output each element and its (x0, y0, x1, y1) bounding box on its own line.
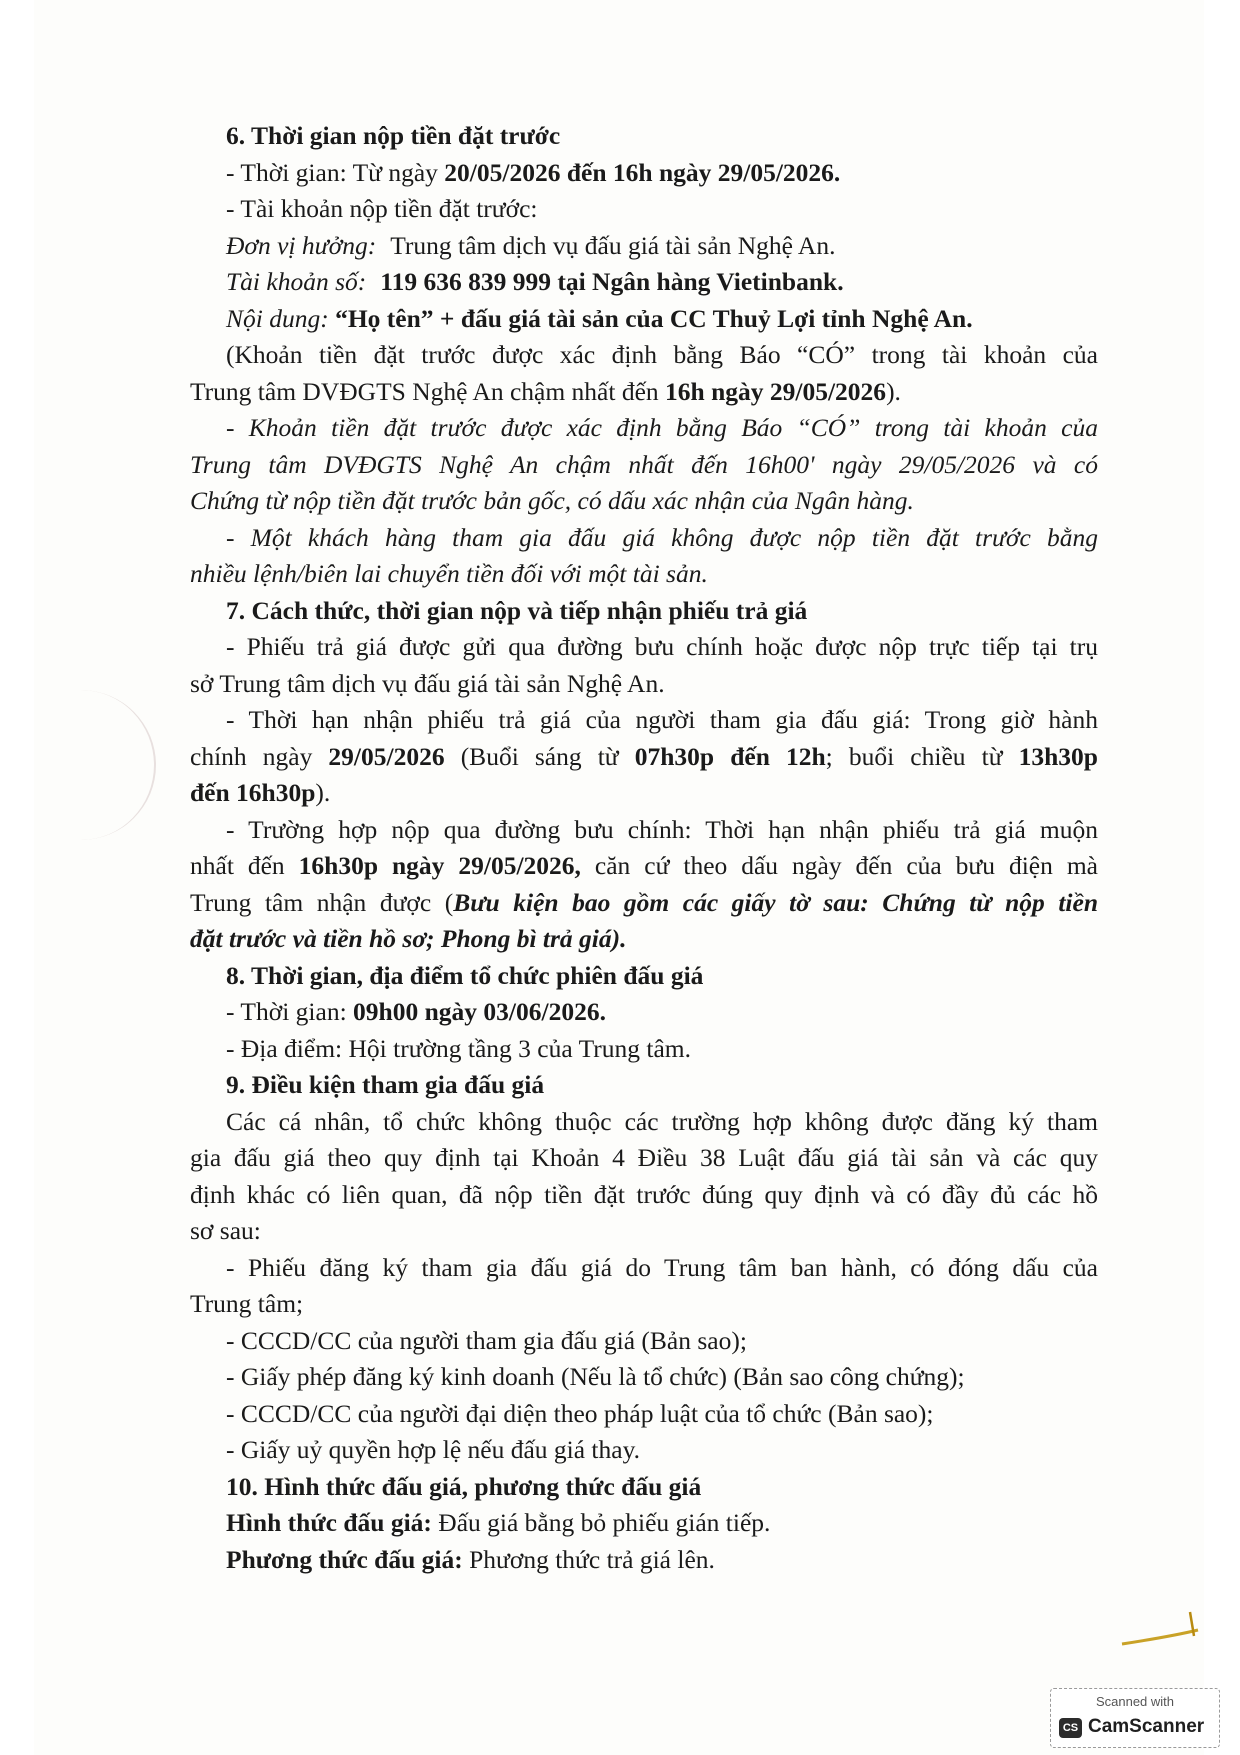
s7-p3-line4: đặt trước và tiền hồ sơ; Phong bì trả giá). (190, 924, 627, 953)
s6-content (190, 301, 1098, 338)
s9-item1-line2: Trung tâm; (190, 1289, 304, 1318)
s9-p-line2: gia đấu giá theo quy định tại Khoản 4 Điều 38 Luật đấu giá tài sản và các quy (190, 1143, 1098, 1172)
s7-text: ; buổi chiều từ (825, 741, 1019, 771)
s6-time (190, 155, 1098, 192)
s6-time-value: 20/05/2026 đến 16h ngày 29/05/2026. (444, 157, 841, 187)
s9-item2: - CCCD/CC của người tham gia đấu giá (Bản sao); (226, 1325, 747, 1355)
s6-note-deadline: 16h ngày 29/05/2026 (665, 376, 887, 406)
s7-afternoon-start: 13h30p (1018, 741, 1098, 771)
s7-p3-line1: - Trường hợp nộp qua đường bưu chính: Thời hạn nhận phiếu trả giá muộn (226, 814, 1098, 844)
s6-account-no-label: Tài khoản số: (226, 267, 367, 296)
s9-p-line4: sơ sau: (190, 1216, 261, 1245)
s6-content-label: Nội dung: (226, 303, 329, 333)
s10-form-value: Đấu giá bằng bỏ phiếu gián tiếp. (431, 1508, 771, 1537)
s7-text: (Buổi sáng từ (444, 741, 635, 771)
s10-method (190, 1542, 1098, 1579)
s6-account-no (190, 264, 1098, 301)
s7-p2-line2 (190, 739, 1098, 776)
s6-account-no-value: 119 636 839 999 tại Ngân hàng Vietinbank. (380, 267, 844, 296)
s9-item5: - Giấy uỷ quyền hợp lệ nếu đấu giá thay. (226, 1435, 641, 1464)
s6-italic-line3: Chứng từ nộp tiền đặt trước bản gốc, có dấu xác nhận của Ngân hàng. (190, 486, 914, 515)
section-6-heading: 6. Thời gian nộp tiền đặt trước (226, 121, 561, 150)
s10-form-label: Hình thức đấu giá: (226, 1508, 432, 1537)
s7-text: ). (315, 778, 331, 807)
watermark-caption: Scanned with (1095, 1694, 1175, 1709)
document-body (190, 118, 1098, 1578)
s8-time-value: 09h00 ngày 03/06/2026. (353, 997, 606, 1026)
section-7-heading: 7. Cách thức, thời gian nộp và tiếp nhận phiếu trả giá (226, 595, 808, 625)
s6-beneficiary-label: Đơn vị hưởng: (226, 230, 377, 260)
s6-beneficiary-value: Trung tâm dịch vụ đấu giá tài sản Nghệ An. (390, 230, 836, 260)
section-8-heading: 8. Thời gian, địa điểm tổ chức phiên đấu giá (226, 960, 704, 990)
s10-form (190, 1505, 1098, 1542)
s7-post-deadline: 16h30p ngày 29/05/2026, (298, 851, 581, 880)
s7-morning-hours: 07h30p đến 12h (634, 741, 826, 771)
s6-italic-line4: - Một khách hàng tham gia đấu giá không được nộp tiền đặt trước bằng (226, 522, 1098, 552)
s7-text: Trung tâm nhận được ( (190, 887, 454, 917)
s7-afternoon-end: đến 16h30p (190, 778, 316, 807)
section-9-heading: 9. Điều kiện tham gia đấu giá (226, 1070, 545, 1099)
s6-note-end: ). (886, 376, 901, 406)
s6-italic-line1: - Khoản tiền đặt trước được xác định bằng Báo “CÓ” trong tài khoản của (226, 413, 1098, 442)
watermark-brand: CamScanner (1088, 1716, 1205, 1737)
s7-parcel-contents: Bưu kiện bao gồm các giấy tờ sau: Chứng từ nộp tiền (453, 887, 1099, 917)
s8-place: - Địa điểm: Hội trường tầng 3 của Trung tâm. (226, 1033, 692, 1063)
s6-account-label: - Tài khoản nộp tiền đặt trước: (226, 194, 538, 223)
s7-text: nhất đến (190, 851, 299, 880)
s6-note-line1: (Khoản tiền đặt trước được xác định bằng Báo “CÓ” trong tài khoản của (226, 340, 1098, 369)
s6-italic-line2: Trung tâm DVĐGTS Nghệ An chậm nhất đến 16h00' ngày 29/05/2026 và có (190, 449, 1098, 479)
camscanner-logo-icon: CS (1059, 1718, 1082, 1738)
s9-p-line3: định khác có liên quan, đã nộp tiền đặt trước đúng quy định và có đầy đủ các hồ (190, 1179, 1098, 1209)
s7-p1-line2: sở Trung tâm dịch vụ đấu giá tài sản Nghệ An. (190, 668, 665, 698)
s7-text: chính ngày (190, 741, 329, 771)
s9-item3: - Giấy phép đăng ký kinh doanh (Nếu là tổ chức) (Bản sao công chứng); (226, 1362, 965, 1391)
s7-p2-line1: - Thời hạn nhận phiếu trả giá của người tham gia đấu giá: Trong giờ hành (226, 705, 1098, 734)
s7-p2-line3 (190, 775, 1098, 812)
s9-item4: - CCCD/CC của người đại diện theo pháp luật của tổ chức (Bản sao); (226, 1398, 934, 1428)
s10-method-value: Phương thức trả giá lên. (462, 1544, 715, 1574)
s6-time-prefix: - Thời gian: Từ ngày (226, 157, 445, 187)
s6-italic-line5: nhiều lệnh/biên lai chuyển tiền đối với một tài sản. (190, 559, 708, 588)
s9-p-line1: Các cá nhân, tổ chức không thuộc các trường hợp không được đăng ký tham (226, 1106, 1098, 1136)
s6-content-value: “Họ tên” + đấu giá tài sản của CC Thuỷ Lợi tỉnh Nghệ An. (335, 303, 973, 333)
s7-p1-line1: - Phiếu trả giá được gửi qua đường bưu chính hoặc được nộp trực tiếp tại trụ (226, 632, 1098, 661)
s10-method-label: Phương thức đấu giá: (226, 1544, 463, 1574)
signature-mark (1118, 1610, 1203, 1648)
s9-item1-line1: - Phiếu đăng ký tham gia đấu giá do Trung tâm ban hành, có đóng dấu của (226, 1252, 1098, 1282)
s7-date: 29/05/2026 (328, 741, 445, 771)
s6-note-line2 (190, 374, 1098, 411)
s6-note-text: Trung tâm DVĐGTS Nghệ An chậm nhất đến (190, 376, 666, 406)
s8-time (190, 994, 1098, 1031)
s7-text: căn cứ theo dấu ngày đến của bưu điện mà (580, 851, 1098, 880)
s6-beneficiary (190, 228, 1098, 265)
camscanner-watermark (1050, 1688, 1220, 1748)
s7-p3-line3 (190, 885, 1098, 922)
section-10-heading: 10. Hình thức đấu giá, phương thức đấu giá (226, 1471, 702, 1501)
s8-time-prefix: - Thời gian: (226, 997, 354, 1026)
s7-p3-line2 (190, 848, 1098, 885)
